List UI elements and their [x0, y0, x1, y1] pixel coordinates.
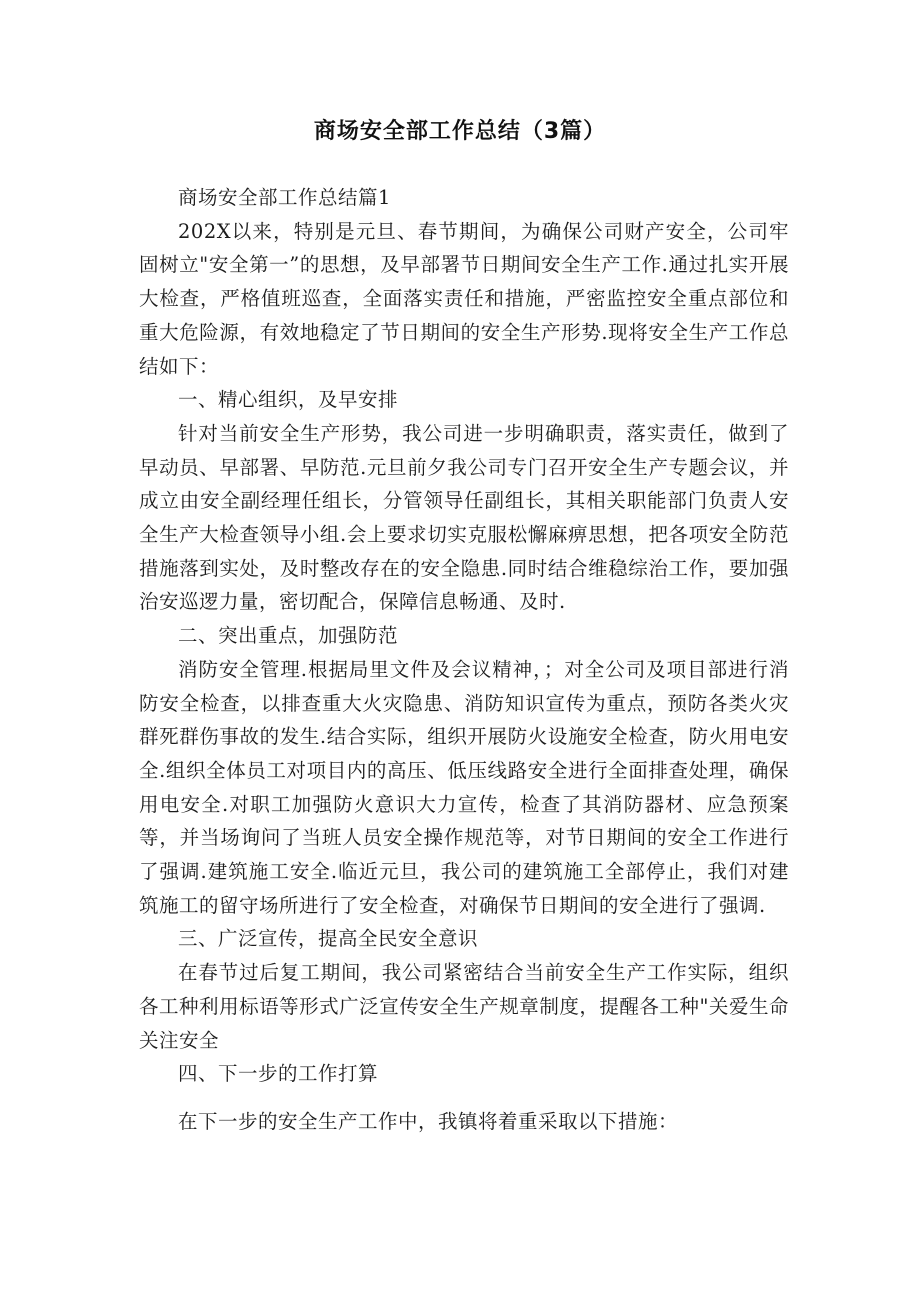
paragraph-organize: 针对当前安全生产形势，我公司进一步明确职责，落实责任，做到了早动员、早部署、早防范.元旦前夕我公司专门召开安全生产专题会议，并成立由安全副经理任组长，分管领导任副组长，其相关职能部门负责人安全生产大检查领导小组.会上要求切实克服松懈麻痹思想，把各项安全防范措施落到实处，及时整改存在的安全隐患.同时结合维稳综治工作，要加强治安巡逻力量，密切配合，保障信息畅通、及时.: [139, 421, 789, 614]
section-heading-2: 二、突出重点，加强防范: [178, 624, 399, 648]
section-heading-1: 一、精心组织，及早安排: [178, 388, 399, 412]
section-heading-4: 四、下一步的工作打算: [178, 1062, 379, 1086]
paragraph-next-steps: 在下一步的安全生产工作中，我镇将着重采取以下措施：: [178, 1109, 679, 1133]
paragraph-publicity: 在春节过后复工期间，我公司紧密结合当前安全生产工作实际，组织各工种利用标语等形式广泛宣传安全生产规章制度，提醒各工种"关爱生命关注安全: [139, 961, 789, 1052]
document-title: 商场安全部工作总结（3篇）: [313, 119, 607, 144]
section-heading-part1: 商场安全部工作总结篇1: [178, 186, 391, 209]
paragraph-fire-safety: 消防安全管理.根据局里文件及会议精神，；对全公司及项目部进行消防安全检查，以排查重大火灾隐患、消防知识宣传为重点，预防各类火灾群死群伤事故的发生.结合实际，组织开展防火设施安全检查，防火用电安全.组织全体员工对项目内的高压、低压线路安全进行全面排查处理，确保用电安全.对职工加强防火意识大力宣传，检查了其消防器材、应急预案等，并当场询问了当班人员安全操作规范等，对节日期间的安全工作进行了强调.建筑施工安全.临近元旦，我公司的建筑施工全部停止，我们对建筑施工的留守场所进行了安全检查，对确保节日期间的安全进行了强调.: [139, 657, 789, 917]
document-body: [139, 181, 789, 1139]
section-heading-3: 三、广泛宣传，提高全民安全意识: [178, 927, 479, 951]
intro-paragraph: 202X以来，特别是元旦、春节期间，为确保公司财产安全，公司牢固树立"安全第一”的思想，及早部署节日期间安全生产工作.通过扎实开展大检查，严格值班巡查，全面落实责任和措施，严密监控安全重点部位和重大危险源，有效地稳定了节日期间的安全生产形势.现将安全生产工作总结如下：: [139, 219, 789, 378]
